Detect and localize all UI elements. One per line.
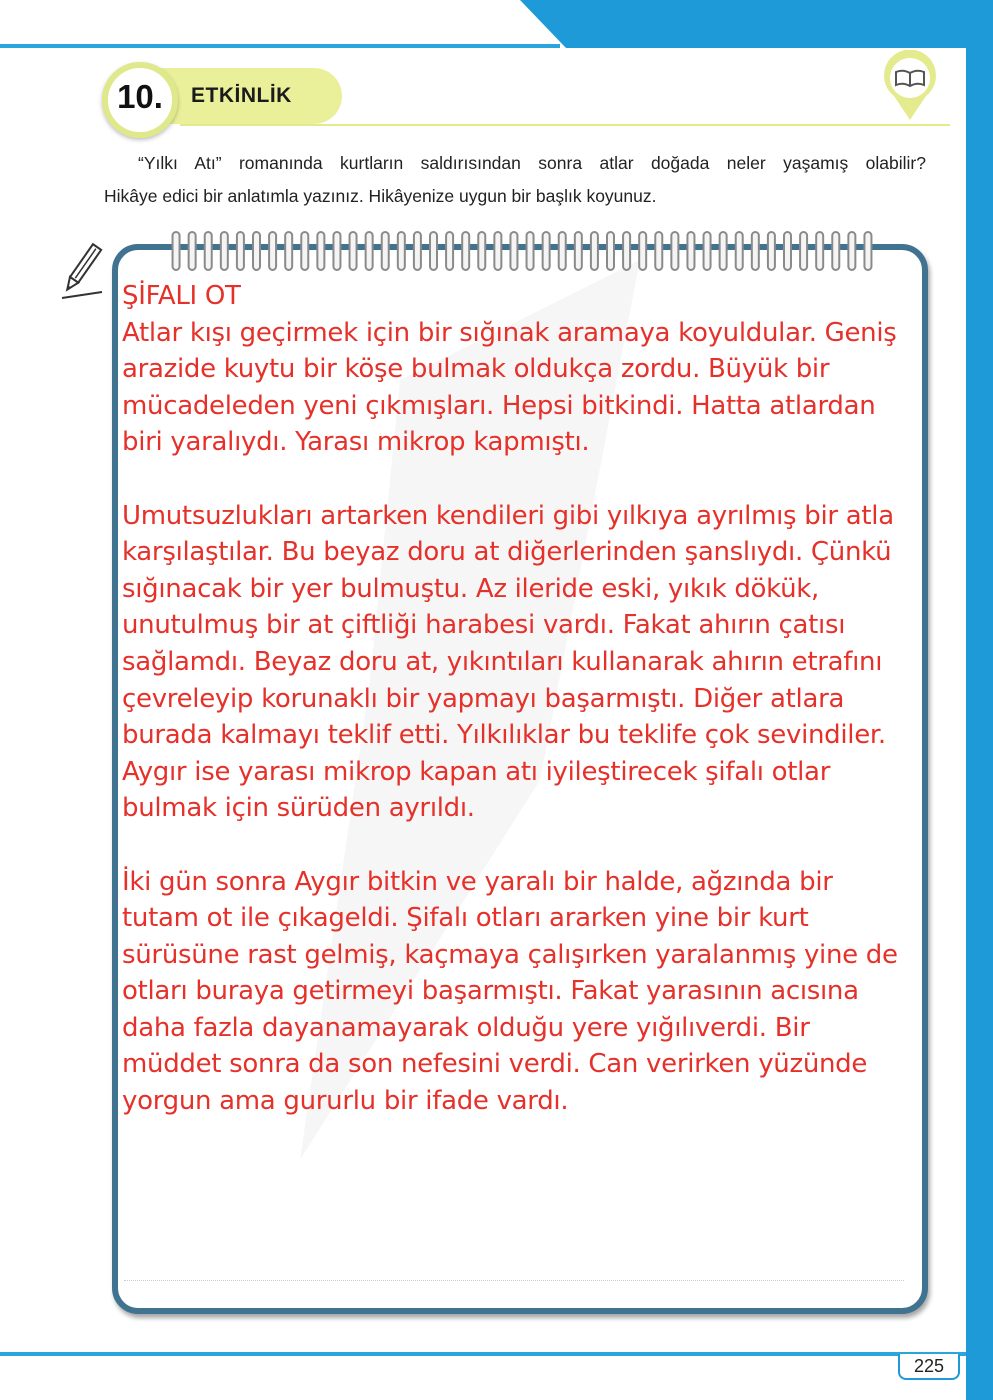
spiral-ring <box>543 232 550 270</box>
spiral-ring <box>301 232 308 270</box>
spiral-ring <box>768 232 775 270</box>
spiral-ring <box>591 232 598 270</box>
spiral-ring <box>752 232 759 270</box>
pencil-icon <box>56 240 106 300</box>
top-corner-decoration <box>0 0 993 60</box>
spiral-ring <box>559 232 566 270</box>
spiral-ring <box>366 232 373 270</box>
right-margin-stripe <box>966 48 993 1400</box>
spiral-ring <box>736 232 743 270</box>
spiral-ring <box>864 232 871 270</box>
spiral-ring <box>623 232 630 270</box>
spiral-ring <box>446 232 453 270</box>
spiral-ring <box>317 232 324 270</box>
activity-question <box>104 147 926 213</box>
spiral-ring <box>607 232 614 270</box>
activity-number: 10. <box>117 78 163 115</box>
question-line-1: “Yılkı Atı” romanında kurtların saldırısından sonra atlar doğada neler yaşamış olabilir? <box>138 153 926 173</box>
story-paragraph-3: İki gün sonra Aygır bitkin ve yaralı bir halde, ağzında bir tutam ot ile çıkageldi. Şifalı otları ararken yine bir kurt sürüsüne rast gelmiş, kaçmaya çalışırken yaralanmış yine de otları buraya getirmeyi başarmıştı. Fakat yarasının acısına daha fazla dayanamayarak olduğu yere yığılıverdi. Bir müddet sonra da son nefesini verdi. Can verirken yüzünde yorgun ama gururlu bir ifade vardı. <box>122 866 898 1117</box>
open-book-icon <box>874 50 946 122</box>
activity-label: ETKİNLİK <box>191 84 292 107</box>
spiral-ring <box>189 232 196 270</box>
story-paragraph-1: Atlar kışı geçirmek için bir sığınak aramaya koyuldular. Geniş arazide kuytu bir köşe bulmak oldukça zordu. Büyük bir mücadeleden yeni çıkmışları. Hepsi bitkindi. Hatta atlardan biri yaralıydı. Yarası mikrop kapmıştı. <box>122 317 897 458</box>
spiral-ring <box>720 232 727 270</box>
spiral-ring <box>253 232 260 270</box>
spiral-ring <box>333 232 340 270</box>
spiral-ring <box>269 232 276 270</box>
spiral-ring <box>430 232 437 270</box>
spiral-ring <box>398 232 405 270</box>
spiral-ring <box>800 232 807 270</box>
footer-line <box>0 1352 966 1356</box>
spiral-ring <box>221 232 228 270</box>
notebook-spiral-rings <box>168 228 876 276</box>
story-text <box>122 278 912 1120</box>
spiral-ring <box>655 232 662 270</box>
spiral-ring <box>350 232 357 270</box>
spiral-ring <box>173 232 180 270</box>
spiral-ring <box>494 232 501 270</box>
spiral-ring <box>205 232 212 270</box>
spiral-ring <box>478 232 485 270</box>
spiral-ring <box>704 232 711 270</box>
spiral-ring <box>832 232 839 270</box>
story-title: ŞİFALI OT <box>122 281 241 311</box>
activity-underline <box>180 124 950 126</box>
spiral-ring <box>527 232 534 270</box>
page-number: 225 <box>898 1354 960 1380</box>
spiral-ring <box>848 232 855 270</box>
spiral-ring <box>237 232 244 270</box>
spiral-ring <box>671 232 678 270</box>
spiral-ring <box>382 232 389 270</box>
spiral-ring <box>687 232 694 270</box>
spiral-ring <box>639 232 646 270</box>
spiral-ring <box>816 232 823 270</box>
spiral-ring <box>510 232 517 270</box>
spiral-ring <box>575 232 582 270</box>
spiral-ring <box>462 232 469 270</box>
story-paragraph-2: Umutsuzlukları artarken kendileri gibi yılkıya ayrılmış bir atla karşılaştılar. Bu beyaz doru at diğerlerinden şanslıydı. Çünkü sığınacak bir yer bulmuştu. Az ileride eski, yıkık dökük, unutulmuş bir at çiftliği harabesi vardı. Fakat ahırın çatısı sağlamdı. Beyaz doru at, yıkıntıları kullanarak ahırın etrafını çevreleyip korunaklı bir yapmayı başarmıştı. Diğer atlara burada kalmayı teklif etti. Yılkılıklar bu teklife çok sevindiler. Aygır ise yarası mikrop kapan atı iyileştirecek şifalı otlar bulmak için sürüden ayrıldı. <box>122 500 894 824</box>
notebook-bottom-dotted-line <box>124 1280 904 1281</box>
spiral-ring <box>784 232 791 270</box>
question-line-2: Hikâye edici bir anlatımla yazınız. Hikâyenize uygun bir başlık koyunuz. <box>104 186 657 206</box>
spiral-ring <box>414 232 421 270</box>
spiral-ring <box>285 232 292 270</box>
